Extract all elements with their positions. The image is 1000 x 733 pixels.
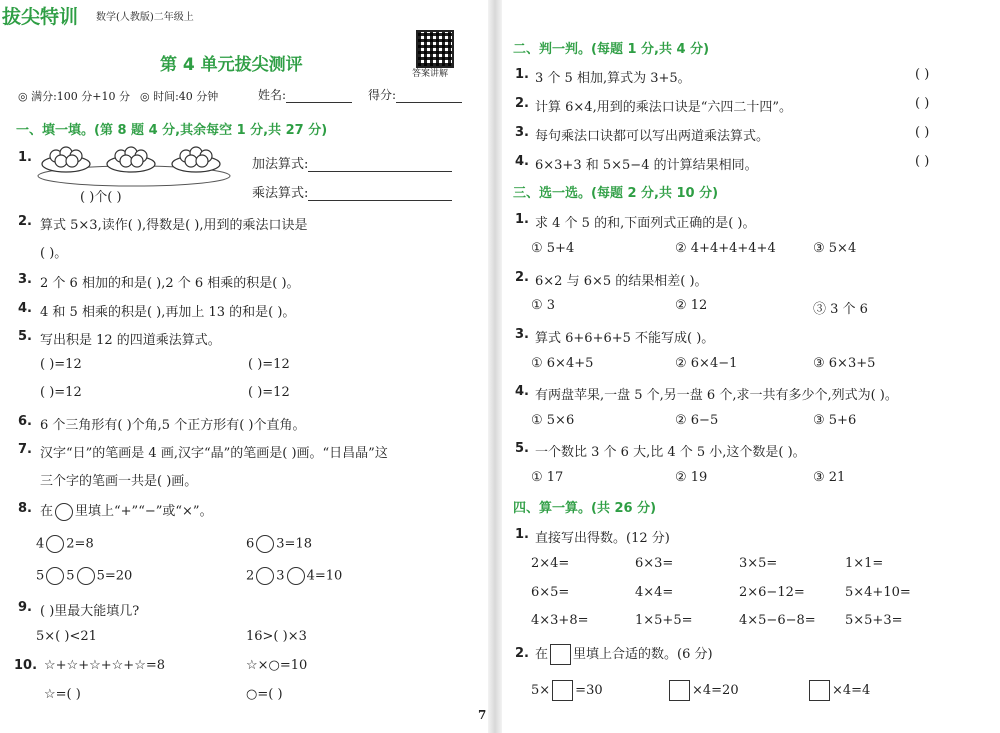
choice-option[interactable]: ③ 5×4 bbox=[813, 241, 857, 256]
page-number: 7 bbox=[478, 708, 487, 722]
q5-item: ( )=12 bbox=[40, 385, 82, 400]
name-label: 姓名: bbox=[258, 88, 287, 102]
q5-text: 写出积是 12 的四道乘法算式。 bbox=[40, 333, 221, 348]
mul-label: 乘法算式: bbox=[252, 186, 309, 201]
choice-option[interactable]: ① 3 bbox=[531, 298, 556, 313]
q8-row1-b: 6 3=18 bbox=[246, 536, 312, 552]
left-page bbox=[0, 0, 490, 733]
page-spine bbox=[488, 0, 502, 733]
q8-number: 8. bbox=[18, 501, 32, 516]
judge-text: 6×3+3 和 5×5−4 的计算结果相同。 bbox=[535, 158, 758, 173]
q2-line2: ( )。 bbox=[40, 246, 68, 261]
q8-text bbox=[40, 500, 213, 521]
calc-item: 6×5= bbox=[531, 585, 570, 600]
choice-option[interactable]: ② 4+4+4+4+4 bbox=[675, 241, 776, 256]
q10-eq-b: ☆×○=10 bbox=[246, 658, 308, 673]
choice-option[interactable]: ③ 21 bbox=[813, 470, 846, 485]
calc-item: 5×4+10= bbox=[845, 585, 911, 600]
q8-row2-a: 5 5 5=20 bbox=[36, 568, 133, 584]
q2-line1: 算式 5×3,读作( ),得数是( ),用到的乘法口诀是 bbox=[40, 218, 308, 233]
fill-item-2: ×4=20 bbox=[667, 680, 739, 701]
choice-option[interactable]: ② 12 bbox=[675, 298, 708, 313]
choice-text: 算式 6+6+6+5 不能写成( )。 bbox=[535, 331, 715, 346]
q1-caption: ( )个( ) bbox=[80, 190, 122, 205]
choice-number: 4. bbox=[515, 384, 529, 399]
q3-text: 2 个 6 相加的和是( ),2 个 6 相乘的积是( )。 bbox=[40, 276, 300, 291]
circle-blank[interactable] bbox=[287, 567, 305, 585]
q5-item: ( )=12 bbox=[40, 357, 82, 372]
calc-item: 4×4= bbox=[635, 585, 674, 600]
choice-option[interactable]: ② 19 bbox=[675, 470, 708, 485]
choice-option[interactable]: ③ 3 个 6 bbox=[813, 302, 868, 317]
judge-number: 2. bbox=[515, 96, 529, 111]
judge-answer[interactable]: ( ) bbox=[915, 154, 930, 169]
judge-text: 3 个 5 相加,算式为 3+5。 bbox=[535, 71, 691, 86]
q8-row2-b: 2 3 4=10 bbox=[246, 568, 343, 584]
full-score-info: ◎ 满分:100 分+10 分 bbox=[18, 90, 131, 103]
brand-logo: 拔尖特训 bbox=[2, 6, 79, 28]
q9-text: ( )里最大能填几? bbox=[40, 604, 140, 619]
judge-number: 4. bbox=[515, 154, 529, 169]
subject-label: 数学(人教版)二年级上 bbox=[96, 12, 194, 23]
choice-text: 一个数比 3 个 6 大,比 4 个 5 小,这个数是( )。 bbox=[535, 445, 806, 460]
q5-item: ( )=12 bbox=[248, 357, 290, 372]
box-blank[interactable] bbox=[669, 680, 690, 701]
q8-row1-a: 4 2=8 bbox=[36, 536, 94, 552]
calc-text: 直接写出得数。(12 分) bbox=[535, 531, 670, 546]
q1-number: 1. bbox=[18, 150, 32, 165]
add-label: 加法算式: bbox=[252, 157, 309, 172]
q8-text-b: 里填上“+”“−”或“×”。 bbox=[75, 504, 213, 519]
choice-text: 6×2 与 6×5 的结果相差( )。 bbox=[535, 274, 708, 289]
qr-label: 答案讲解 bbox=[412, 69, 449, 79]
choice-option[interactable]: ③ 6×3+5 bbox=[813, 356, 876, 371]
q9-number: 9. bbox=[18, 600, 32, 615]
score-label: 得分: bbox=[368, 88, 397, 102]
calc-item: 6×3= bbox=[635, 556, 674, 571]
choice-option[interactable]: ① 5+4 bbox=[531, 241, 575, 256]
square-icon bbox=[550, 644, 571, 665]
circle-blank[interactable] bbox=[46, 535, 64, 553]
muffin-plates-image bbox=[36, 142, 232, 188]
q10-eq-a: ☆+☆+☆+☆+☆=8 bbox=[44, 658, 166, 673]
fill-item-3: ×4=4 bbox=[807, 680, 870, 701]
name-field[interactable] bbox=[258, 86, 352, 103]
choice-number: 1. bbox=[515, 212, 529, 227]
choice-number: 5. bbox=[515, 441, 529, 456]
calc-item: 2×4= bbox=[531, 556, 570, 571]
section-fill-title: 一、填一填。(第 8 题 4 分,其余每空 1 分,共 27 分) bbox=[16, 123, 328, 138]
q5-item: ( )=12 bbox=[248, 385, 290, 400]
section-judge-title: 二、判一判。(每题 1 分,共 4 分) bbox=[513, 42, 710, 57]
q5-number: 5. bbox=[18, 329, 32, 344]
q1-mul-field[interactable] bbox=[252, 182, 452, 201]
circle-blank[interactable] bbox=[77, 567, 95, 585]
circle-blank[interactable] bbox=[256, 567, 274, 585]
time-info: ◎ 时间:40 分钟 bbox=[140, 90, 219, 103]
calc-item: 1×1= bbox=[845, 556, 884, 571]
q1-add-field[interactable] bbox=[252, 153, 452, 172]
choice-number: 3. bbox=[515, 327, 529, 342]
choice-option[interactable]: ① 6×4+5 bbox=[531, 356, 594, 371]
q9-item-a: 5×( )<21 bbox=[36, 629, 97, 644]
choice-text: 求 4 个 5 的和,下面列式正确的是( )。 bbox=[535, 216, 756, 231]
section-choose-title: 三、选一选。(每题 2 分,共 10 分) bbox=[513, 186, 719, 201]
q7-line2: 三个字的笔画一共是( )画。 bbox=[40, 474, 198, 489]
q4-number: 4. bbox=[18, 301, 32, 316]
circle-icon bbox=[55, 503, 73, 521]
q4-text: 4 和 5 相乘的积是( ),再加上 13 的和是( )。 bbox=[40, 305, 296, 320]
choice-text: 有两盘苹果,一盘 5 个,另一盘 6 个,求一共有多少个,列式为( )。 bbox=[535, 388, 898, 403]
q6-text: 6 个三角形有( )个角,5 个正方形有( )个直角。 bbox=[40, 418, 306, 433]
judge-number: 3. bbox=[515, 125, 529, 140]
q10-ans-d: ○=( ) bbox=[246, 687, 283, 702]
calc-item: 4×5−6−8= bbox=[739, 613, 816, 628]
choice-option[interactable]: ① 17 bbox=[531, 470, 564, 485]
q8-text-a: 在 bbox=[40, 504, 54, 519]
choice-option[interactable]: ③ 5+6 bbox=[813, 413, 857, 428]
choice-option[interactable]: ② 6×4−1 bbox=[675, 356, 738, 371]
box-blank[interactable] bbox=[552, 680, 573, 701]
choice-option[interactable]: ① 5×6 bbox=[531, 413, 575, 428]
q7-number: 7. bbox=[18, 442, 32, 457]
page-title: 第 4 单元拔尖测评 bbox=[160, 55, 303, 75]
q9-item-b: 16>( )×3 bbox=[246, 629, 307, 644]
calc-item: 3×5= bbox=[739, 556, 778, 571]
fill-number: 2. bbox=[515, 646, 529, 661]
calc-item: 5×5+3= bbox=[845, 613, 903, 628]
q10-ans-c: ☆=( ) bbox=[44, 687, 81, 702]
fill-text: 在 里填上合适的数。(6 分) bbox=[535, 643, 713, 665]
circle-blank[interactable] bbox=[256, 535, 274, 553]
judge-text: 计算 6×4,用到的乘法口诀是“六四二十四”。 bbox=[535, 100, 792, 115]
judge-answer[interactable]: ( ) bbox=[915, 67, 930, 82]
circle-blank[interactable] bbox=[46, 567, 64, 585]
right-page bbox=[505, 0, 1000, 733]
calc-item: 1×5+5= bbox=[635, 613, 693, 628]
qr-code-icon[interactable] bbox=[416, 30, 454, 68]
q7-line1: 汉字“日”的笔画是 4 画,汉字“晶”的笔画是( )画。“日昌晶”这 bbox=[40, 446, 388, 461]
box-blank[interactable] bbox=[809, 680, 830, 701]
calc-item: 4×3+8= bbox=[531, 613, 589, 628]
choice-option[interactable]: ② 6−5 bbox=[675, 413, 719, 428]
judge-answer[interactable]: ( ) bbox=[915, 96, 930, 111]
choice-number: 2. bbox=[515, 270, 529, 285]
q6-number: 6. bbox=[18, 414, 32, 429]
judge-text: 每句乘法口诀都可以写出两道乘法算式。 bbox=[535, 129, 770, 144]
fill-item-1: 5× =30 bbox=[531, 680, 603, 701]
calc-number: 1. bbox=[515, 527, 529, 542]
calc-item: 2×6−12= bbox=[739, 585, 805, 600]
q2-number: 2. bbox=[18, 214, 32, 229]
judge-number: 1. bbox=[515, 67, 529, 82]
q3-number: 3. bbox=[18, 272, 32, 287]
score-field[interactable] bbox=[368, 86, 462, 103]
judge-answer[interactable]: ( ) bbox=[915, 125, 930, 140]
q10-number: 10. bbox=[14, 658, 38, 673]
section-calc-title: 四、算一算。(共 26 分) bbox=[513, 501, 657, 516]
